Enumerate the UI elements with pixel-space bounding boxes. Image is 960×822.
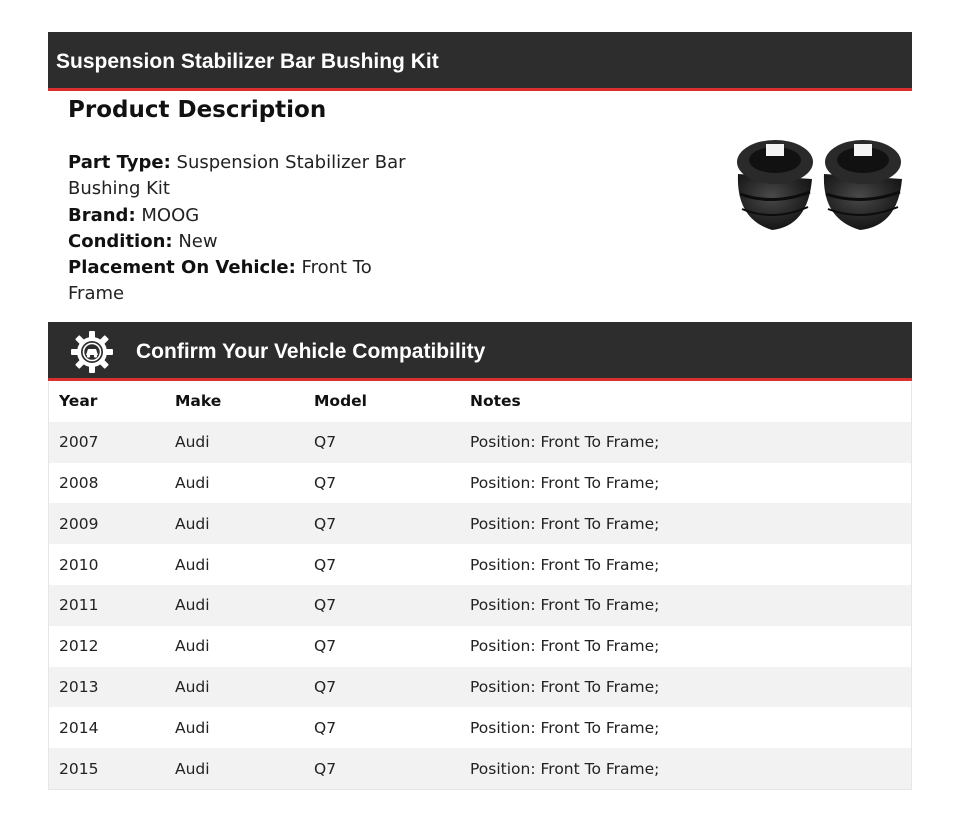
- column-header-model: Model: [314, 392, 367, 411]
- spec-list: [68, 150, 428, 308]
- cell-notes: Position: Front To Frame;: [470, 759, 660, 778]
- compatibility-table: [48, 381, 912, 790]
- cell-make: Audi: [175, 555, 210, 574]
- spec-key: Part Type:: [68, 152, 171, 173]
- cell-notes: Position: Front To Frame;: [470, 555, 660, 574]
- cell-make: Audi: [175, 596, 210, 615]
- cell-year: 2009: [59, 514, 99, 533]
- cell-year: 2012: [59, 637, 99, 656]
- spec-brand: [68, 203, 428, 229]
- cell-model: Q7: [314, 473, 337, 492]
- product-title: Suspension Stabilizer Bar Bushing Kit: [56, 49, 439, 73]
- cell-make: Audi: [175, 473, 210, 492]
- spec-value: MOOG: [141, 204, 200, 226]
- cell-notes: Position: Front To Frame;: [470, 637, 660, 656]
- table-row: [49, 463, 911, 504]
- cell-make: Audi: [175, 514, 210, 533]
- spec-part-type: [68, 150, 428, 203]
- gear-car-icon: [70, 330, 114, 374]
- cell-notes: Position: Front To Frame;: [470, 596, 660, 615]
- cell-year: 2015: [59, 759, 99, 778]
- cell-year: 2008: [59, 473, 99, 492]
- cell-model: Q7: [314, 677, 337, 696]
- product-image: [728, 134, 908, 234]
- cell-notes: Position: Front To Frame;: [470, 514, 660, 533]
- spec-value: Front To Frame: [68, 257, 372, 305]
- cell-notes: Position: Front To Frame;: [470, 433, 660, 452]
- cell-year: 2013: [59, 677, 99, 696]
- cell-make: Audi: [175, 759, 210, 778]
- spec-value: Suspension Stabilizer Bar Bushing Kit: [68, 152, 406, 200]
- spec-value: New: [178, 230, 218, 252]
- table-row: [49, 626, 911, 667]
- cell-model: Q7: [314, 759, 337, 778]
- spec-key: Condition:: [68, 230, 173, 252]
- column-header-year: Year: [59, 392, 98, 411]
- description-heading: Product Description: [68, 97, 327, 123]
- cell-notes: Position: Front To Frame;: [470, 677, 660, 696]
- cell-year: 2011: [59, 596, 99, 615]
- cell-year: 2014: [59, 718, 99, 737]
- product-title-bar: [48, 32, 912, 91]
- cell-make: Audi: [175, 677, 210, 696]
- spec-key: Brand:: [68, 204, 136, 226]
- table-row: [49, 585, 911, 626]
- cell-make: Audi: [175, 433, 210, 452]
- compatibility-header: [48, 322, 912, 381]
- spec-key: Placement On Vehicle:: [68, 257, 296, 279]
- cell-year: 2007: [59, 433, 99, 452]
- column-header-make: Make: [175, 392, 222, 411]
- cell-model: Q7: [314, 433, 337, 452]
- table-header-row: [49, 381, 911, 422]
- compatibility-title: Confirm Your Vehicle Compatibility: [136, 339, 486, 363]
- table-row: [49, 707, 911, 748]
- cell-make: Audi: [175, 718, 210, 737]
- cell-notes: Position: Front To Frame;: [470, 718, 660, 737]
- table-row: [49, 544, 911, 585]
- cell-model: Q7: [314, 555, 337, 574]
- table-row: [49, 748, 911, 789]
- table-row: [49, 667, 911, 708]
- table-row: [49, 503, 911, 544]
- cell-year: 2010: [59, 555, 99, 574]
- cell-model: Q7: [314, 718, 337, 737]
- cell-model: Q7: [314, 514, 337, 533]
- table-row: [49, 422, 911, 463]
- cell-make: Audi: [175, 637, 210, 656]
- cell-model: Q7: [314, 637, 337, 656]
- cell-notes: Position: Front To Frame;: [470, 473, 660, 492]
- cell-model: Q7: [314, 596, 337, 615]
- spec-condition: [68, 229, 428, 255]
- spec-placement: [68, 255, 428, 308]
- column-header-notes: Notes: [470, 392, 521, 411]
